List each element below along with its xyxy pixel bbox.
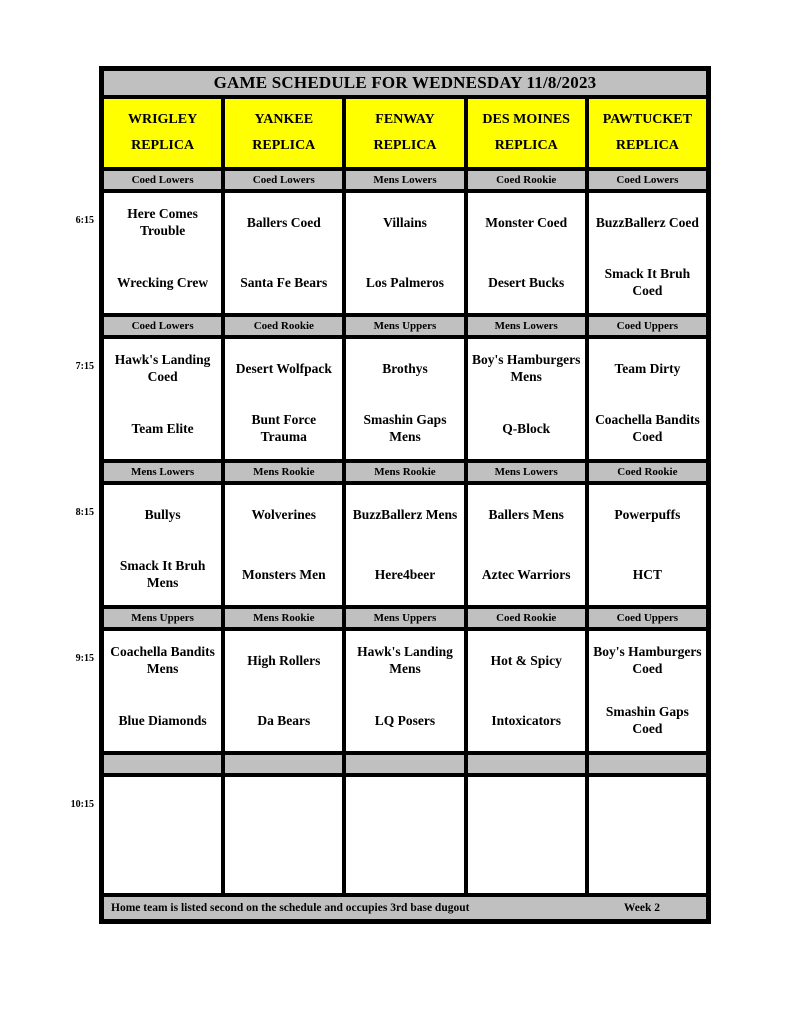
division-label xyxy=(346,755,463,773)
field-subtitle: REPLICA xyxy=(373,138,437,153)
home-team xyxy=(468,835,585,893)
home-team: Here4beer xyxy=(374,566,436,582)
field-name: PAWTUCKET xyxy=(602,112,692,127)
game-cell xyxy=(346,339,463,459)
away-team: Monster Coed xyxy=(485,214,568,230)
schedule-title: GAME SCHEDULE FOR WEDNESDAY 11/8/2023 xyxy=(104,71,706,95)
time-label: 8:15 xyxy=(75,507,94,518)
away-team: Brothys xyxy=(382,360,428,376)
home-team: Blue Diamonds xyxy=(118,712,207,728)
game-cell xyxy=(468,777,585,893)
game-cell xyxy=(104,631,221,751)
home-team: Intoxicators xyxy=(491,712,562,728)
game-cell xyxy=(225,193,342,313)
division-label: Coed Lowers xyxy=(104,171,221,189)
field-name: WRIGLEY xyxy=(127,112,198,127)
away-team xyxy=(589,777,706,835)
game-cell xyxy=(104,485,221,605)
home-team: LQ Posers xyxy=(374,712,436,728)
field-name: FENWAY xyxy=(375,112,435,127)
home-team: Da Bears xyxy=(257,712,311,728)
division-label: Coed Lowers xyxy=(104,317,221,335)
home-team xyxy=(589,835,706,893)
home-team: Wrecking Crew xyxy=(117,274,209,290)
away-team: BuzzBallerz Coed xyxy=(595,214,699,230)
game-cell xyxy=(104,777,221,893)
time-label: 9:15 xyxy=(75,653,94,664)
week-label: Week 2 xyxy=(623,902,660,914)
away-team: Hawk's Landing Coed xyxy=(114,352,211,384)
division-label: Coed Rookie xyxy=(468,171,585,189)
division-label xyxy=(104,755,221,773)
away-team: Desert Wolfpack xyxy=(235,360,332,376)
away-team: Hot & Spicy xyxy=(490,652,562,668)
away-team: Boy's Hamburgers Mens xyxy=(472,352,581,384)
home-team: Smashin Gaps Coed xyxy=(605,704,689,736)
division-label: Mens Lowers xyxy=(468,317,585,335)
away-team: BuzzBallerz Mens xyxy=(352,506,458,522)
home-team: HCT xyxy=(632,566,663,582)
time-label: 10:15 xyxy=(70,799,94,810)
division-label: Mens Uppers xyxy=(104,609,221,627)
away-team: Bullys xyxy=(144,506,181,522)
game-cell xyxy=(104,339,221,459)
field-header xyxy=(104,99,221,167)
division-label: Mens Uppers xyxy=(346,317,463,335)
game-cell xyxy=(589,777,706,893)
game-cell xyxy=(589,485,706,605)
division-label: Mens Uppers xyxy=(346,609,463,627)
game-cell xyxy=(225,777,342,893)
away-team: Team Dirty xyxy=(614,360,681,376)
field-name: YANKEE xyxy=(254,112,314,127)
home-team: Monsters Men xyxy=(241,566,326,582)
footer-note: Home team is listed second on the schedule and occupies 3rd base dugout xyxy=(111,902,470,914)
field-subtitle: REPLICA xyxy=(252,138,316,153)
field-subtitle: REPLICA xyxy=(615,138,679,153)
game-cell xyxy=(346,485,463,605)
away-team: Boy's Hamburgers Coed xyxy=(593,644,702,676)
division-label: Coed Lowers xyxy=(225,171,342,189)
division-label: Mens Rookie xyxy=(225,463,342,481)
division-label: Coed Rookie xyxy=(589,463,706,481)
division-label: Coed Rookie xyxy=(225,317,342,335)
division-label xyxy=(225,755,342,773)
division-label: Coed Uppers xyxy=(589,317,706,335)
away-team: Villains xyxy=(383,214,427,230)
home-team: Team Elite xyxy=(131,420,194,436)
away-team: Ballers Coed xyxy=(246,214,321,230)
home-team: Aztec Warriors xyxy=(481,566,571,582)
time-label: 6:15 xyxy=(75,215,94,226)
field-header xyxy=(346,99,463,167)
game-cell xyxy=(468,485,585,605)
game-cell xyxy=(346,777,463,893)
home-team xyxy=(225,835,342,893)
home-team: Q-Block xyxy=(502,420,551,436)
away-team: High Rollers xyxy=(247,652,321,668)
division-label: Mens Rookie xyxy=(346,463,463,481)
home-team: Smack It Bruh Mens xyxy=(119,558,206,590)
away-team xyxy=(225,777,342,835)
away-team xyxy=(104,777,221,835)
away-team xyxy=(346,777,463,835)
home-team: Santa Fe Bears xyxy=(240,274,328,290)
game-cell xyxy=(468,193,585,313)
home-team: Los Palmeros xyxy=(365,274,445,290)
footer-bar xyxy=(104,897,706,919)
division-label: Coed Rookie xyxy=(468,609,585,627)
division-label: Coed Lowers xyxy=(589,171,706,189)
away-team: Here Comes Trouble xyxy=(127,206,198,238)
away-team: Powerpuffs xyxy=(614,506,681,522)
division-label: Coed Uppers xyxy=(589,609,706,627)
game-cell xyxy=(589,193,706,313)
division-label: Mens Lowers xyxy=(346,171,463,189)
game-cell xyxy=(589,631,706,751)
game-cell xyxy=(225,339,342,459)
division-label xyxy=(589,755,706,773)
away-team: Ballers Mens xyxy=(488,506,564,522)
division-label: Mens Lowers xyxy=(468,463,585,481)
home-team: Coachella Bandits Coed xyxy=(595,412,700,444)
home-team: Bunt Force Trauma xyxy=(251,412,317,444)
time-label: 7:15 xyxy=(75,361,94,372)
field-subtitle: REPLICA xyxy=(494,138,558,153)
home-team: Smack It Bruh Coed xyxy=(604,266,691,298)
home-team: Smashin Gaps Mens xyxy=(363,412,447,444)
home-team: Desert Bucks xyxy=(488,274,565,290)
game-cell xyxy=(468,339,585,459)
field-subtitle: REPLICA xyxy=(131,138,195,153)
field-header xyxy=(225,99,342,167)
field-name: DES MOINES xyxy=(482,112,570,127)
away-team: Wolverines xyxy=(251,506,317,522)
home-team xyxy=(104,835,221,893)
home-team xyxy=(346,835,463,893)
game-cell xyxy=(104,193,221,313)
game-cell xyxy=(468,631,585,751)
game-cell xyxy=(225,485,342,605)
away-team: Hawk's Landing Mens xyxy=(357,644,453,676)
game-cell xyxy=(346,193,463,313)
division-label: Mens Lowers xyxy=(104,463,221,481)
division-label xyxy=(468,755,585,773)
field-header xyxy=(589,99,706,167)
away-team: Coachella Bandits Mens xyxy=(110,644,215,676)
game-cell xyxy=(589,339,706,459)
field-header xyxy=(468,99,585,167)
division-label: Mens Rookie xyxy=(225,609,342,627)
game-cell xyxy=(346,631,463,751)
schedule-table xyxy=(99,66,711,924)
away-team xyxy=(468,777,585,835)
game-cell xyxy=(225,631,342,751)
